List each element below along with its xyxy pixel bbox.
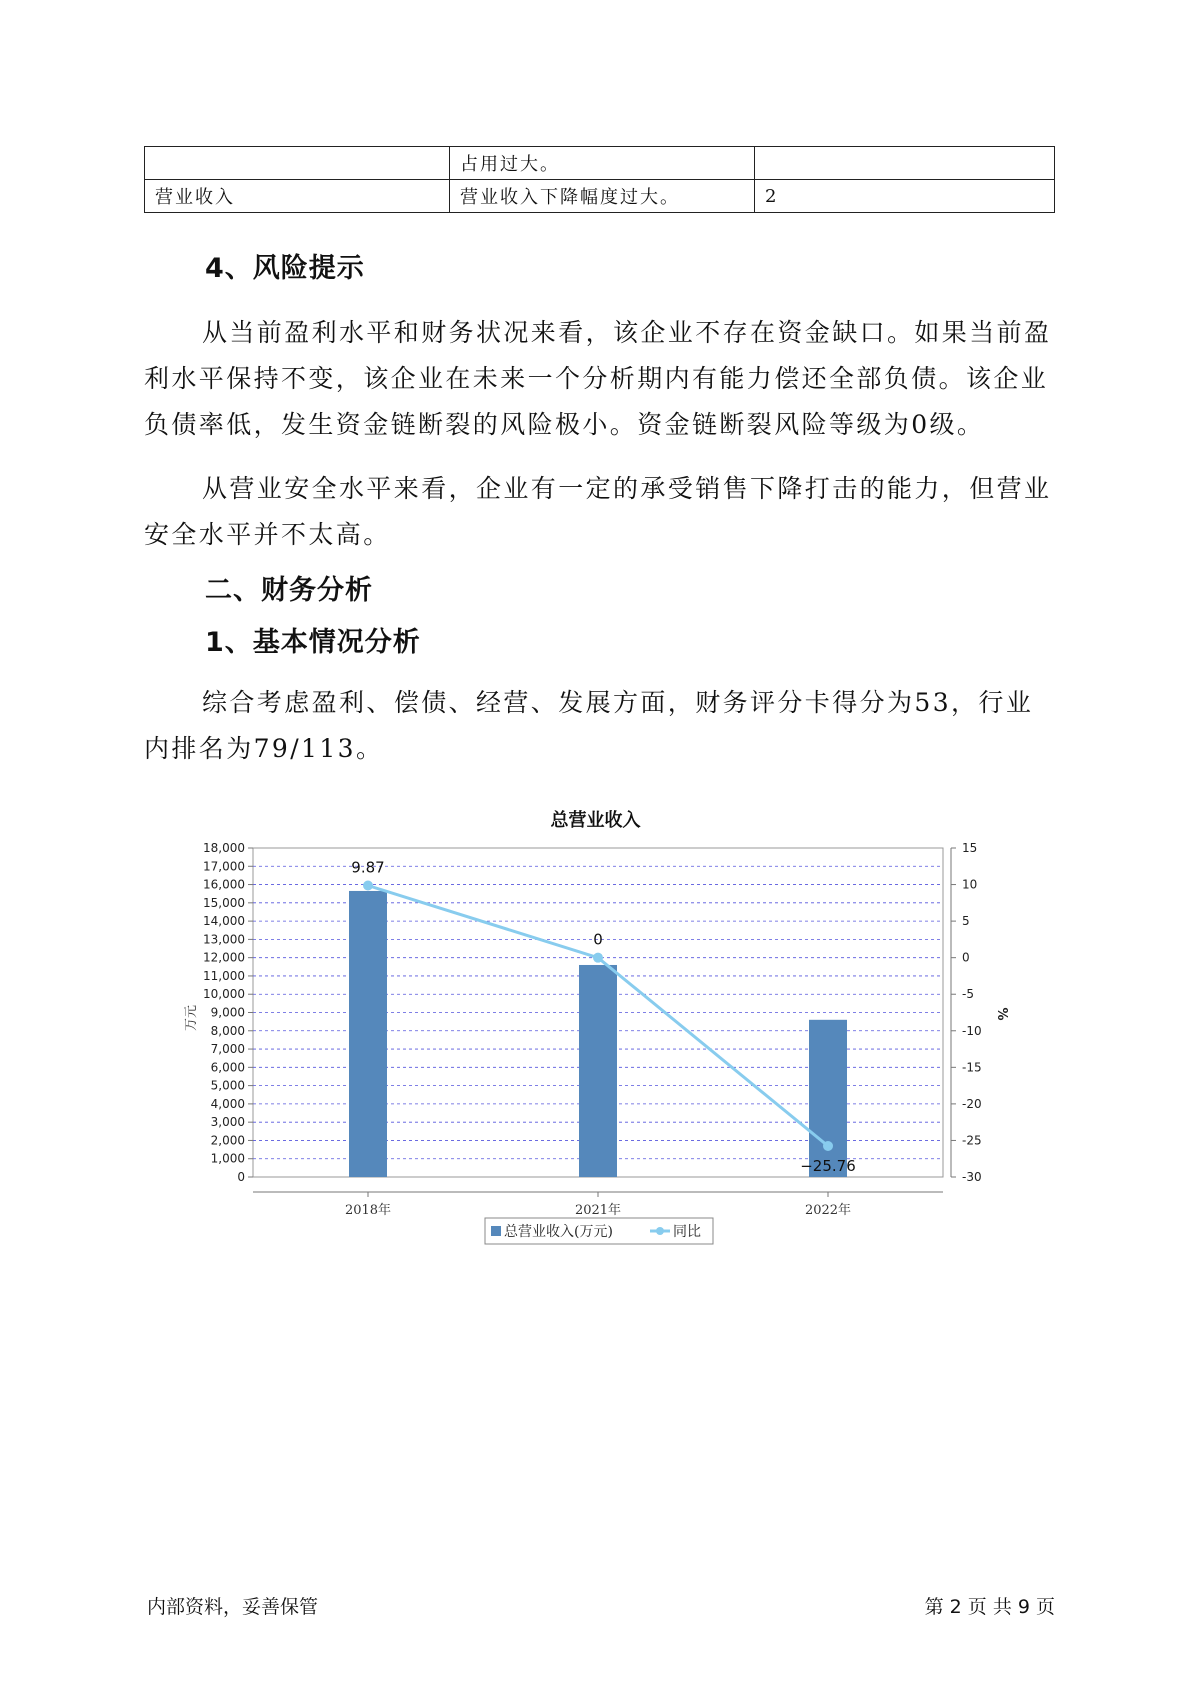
yoy-data-label: 0 (593, 930, 603, 949)
y-tick-label: 5,000 (210, 1078, 245, 1093)
y-tick-label: 2,000 (210, 1133, 245, 1148)
y2-tick-label: -15 (962, 1060, 982, 1075)
risk-paragraph-1: 从当前盈利水平和财务状况来看，该企业不存在资金缺口。如果当前盈利水平保持不变，该企业在未来一个分析期内有能力偿还全部负债。该企业负债率低，发生资金链断裂的风险极小。资金链断裂风险等级为0级。 (144, 318, 1052, 439)
basic-analysis-heading: 1、基本情况分析 (205, 627, 421, 658)
y2-tick-label: -20 (962, 1096, 982, 1111)
y-tick-label: 6,000 (210, 1060, 245, 1075)
yoy-point (593, 953, 603, 963)
y2-tick-label: -30 (962, 1170, 982, 1184)
y-tick-label: 11,000 (203, 968, 245, 983)
yoy-point (823, 1141, 833, 1151)
y2-tick-label: 5 (962, 914, 970, 929)
page-number: 第 2 页 共 9 页 (924, 1596, 1055, 1618)
y2-tick-label: 15 (962, 841, 978, 855)
table-cell: 2 (755, 180, 1055, 213)
y2-tick-label: 10 (962, 877, 978, 892)
y2-tick-label: -10 (962, 1023, 982, 1038)
y-tick-label: 14,000 (203, 914, 245, 929)
legend-line-label: 同比 (673, 1224, 701, 1240)
y-tick-label: 4,000 (210, 1096, 245, 1111)
legend-line-marker (656, 1227, 664, 1235)
y2-tick-label: 0 (962, 950, 970, 965)
y-tick-label: 15,000 (203, 895, 245, 910)
y-tick-label: 7,000 (210, 1042, 245, 1057)
y-tick-label: 16,000 (203, 877, 245, 892)
y-tick-label: 13,000 (203, 932, 245, 947)
yoy-point (363, 881, 373, 891)
y-tick-label: 3,000 (210, 1115, 245, 1130)
y-tick-label: 0 (237, 1170, 245, 1184)
revenue-bar (579, 965, 617, 1177)
y-tick-label: 1,000 (210, 1151, 245, 1166)
y-tick-label: 18,000 (203, 841, 245, 855)
revenue-bar (349, 891, 387, 1177)
y-axis-title: 万元 (184, 1004, 199, 1032)
x-tick-label: 2018年 (344, 1203, 392, 1218)
table-cell: 营业收入 (145, 180, 450, 213)
y-tick-label: 12,000 (203, 950, 245, 965)
y-tick-label: 8,000 (210, 1023, 245, 1038)
finance-heading: 二、财务分析 (205, 575, 373, 606)
table-cell: 营业收入下降幅度过大。 (450, 180, 755, 213)
y-tick-label: 9,000 (210, 1005, 245, 1020)
y2-axis-title: % (994, 1007, 1009, 1021)
revenue-bar (809, 1020, 847, 1177)
x-tick-label: 2022年 (804, 1203, 852, 1218)
y-tick-label: 17,000 (203, 859, 245, 874)
table-cell: 占用过大。 (450, 147, 755, 180)
yoy-data-label: 9.87 (351, 858, 385, 877)
chart-title: 总营业收入 (550, 810, 641, 831)
y2-tick-label: -25 (962, 1133, 982, 1148)
risk-heading: 4、风险提示 (205, 253, 365, 284)
y-tick-label: 10,000 (203, 987, 245, 1002)
footer-confidential: 内部资料，妥善保管 (147, 1596, 319, 1618)
yoy-data-label: −25.76 (800, 1157, 856, 1176)
risk-paragraph-2: 从营业安全水平来看，企业有一定的承受销售下降打击的能力，但营业安全水平并不太高。 (144, 474, 1052, 549)
basic-analysis-paragraph: 综合考虑盈利、偿债、经营、发展方面，财务评分卡得分为53，行业内排名为79/113。 (144, 688, 1034, 763)
x-tick-label: 2021年 (574, 1203, 622, 1218)
y2-tick-label: -5 (962, 987, 974, 1002)
legend-bar-label: 总营业收入(万元) (504, 1224, 613, 1240)
legend-bar-swatch (491, 1226, 501, 1236)
